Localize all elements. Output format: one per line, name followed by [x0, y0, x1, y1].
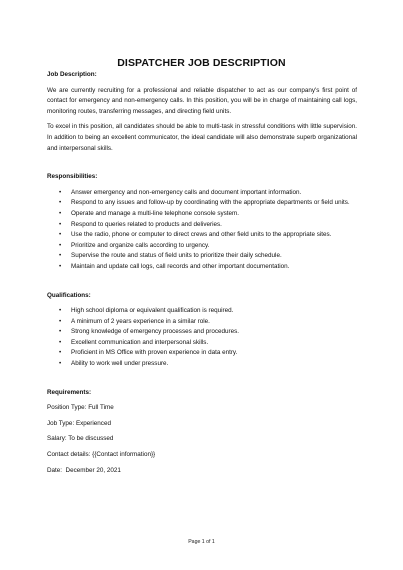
contact-details: Contact details: {{Contact information}}	[47, 451, 156, 459]
responsibilities-heading: Responsibilities:	[47, 173, 98, 181]
qualifications-list	[47, 306, 357, 370]
list-item: • Respond to any issues and follow-up by coordinating with the appropriate departments or field units.	[47, 198, 357, 209]
page-number: Page 1 of 1	[188, 539, 215, 545]
list-item: • Respond to queries related to products and deliveries.	[47, 220, 357, 231]
list-item: • Strong knowledge of emergency processes and procedures.	[47, 327, 357, 338]
bullet-icon: •	[59, 231, 62, 239]
job-description-paragraph: To excel in this position, all candidates should be able to multi-task in stressful conditions with little supervision. In addition to being an excellent communicator, the ideal candidate will also demonstrate superb organizational and interpersonal skills.	[47, 123, 357, 152]
bullet-icon: •	[59, 199, 62, 207]
list-item: • Operate and manage a multi-line telephone console system.	[47, 209, 357, 220]
bullet-icon: •	[59, 349, 62, 357]
bullet-icon: •	[59, 307, 62, 315]
bullet-icon: •	[59, 220, 62, 228]
job-description-heading: Job Description:	[47, 71, 97, 78]
bullet-icon: •	[59, 262, 62, 270]
list-item: • High school diploma or equivalent qualification is required.	[47, 306, 357, 317]
list-item: • Answer emergency and non-emergency calls and document important information.	[47, 188, 357, 199]
list-item: • Excellent communication and interpersonal skills.	[47, 338, 357, 349]
bullet-icon: •	[59, 252, 62, 260]
job-type: Job Type: Experienced	[47, 419, 111, 427]
list-item: • Prioritize and organize calls according to urgency.	[47, 241, 357, 252]
qualifications-heading: Qualifications:	[47, 291, 91, 299]
bullet-icon: •	[59, 328, 62, 336]
bullet-icon: •	[59, 338, 62, 346]
responsibilities-list	[47, 188, 357, 273]
list-item: • Proficient in MS Office with proven experience in data entry.	[47, 348, 357, 359]
date: Date: December 20, 2021	[47, 466, 121, 474]
list-item: • Maintain and update call logs, call records and other important documentation.	[47, 262, 357, 273]
bullet-icon: •	[59, 241, 62, 249]
document-title: DISPATCHER JOB DESCRIPTION	[117, 57, 286, 69]
bullet-icon: •	[59, 209, 62, 217]
bullet-icon: •	[59, 360, 62, 368]
salary: Salary: To be discussed	[47, 435, 114, 443]
document-body	[47, 70, 357, 476]
bullet-icon: •	[59, 317, 62, 325]
list-item: • A minimum of 2 years experience in a similar role.	[47, 317, 357, 328]
job-description-paragraph: We are currently recruiting for a professional and reliable dispatcher to act as our company's first point of contact for emergency and non-emergency calls. In this position, you will be in charge of maintaining call logs, monitoring routes, transferring messages, and directing field units.	[47, 86, 357, 115]
list-item: • Supervise the route and status of field units to prioritize their daily schedule.	[47, 251, 357, 262]
list-item: • Use the radio, phone or computer to direct crews and other field units to the appropriate sites.	[47, 230, 357, 241]
position-type: Position Type: Full Time	[47, 404, 114, 412]
list-item: • Ability to work well under pressure.	[47, 359, 357, 370]
requirements-heading: Requirements:	[47, 388, 92, 396]
bullet-icon: •	[59, 188, 62, 196]
